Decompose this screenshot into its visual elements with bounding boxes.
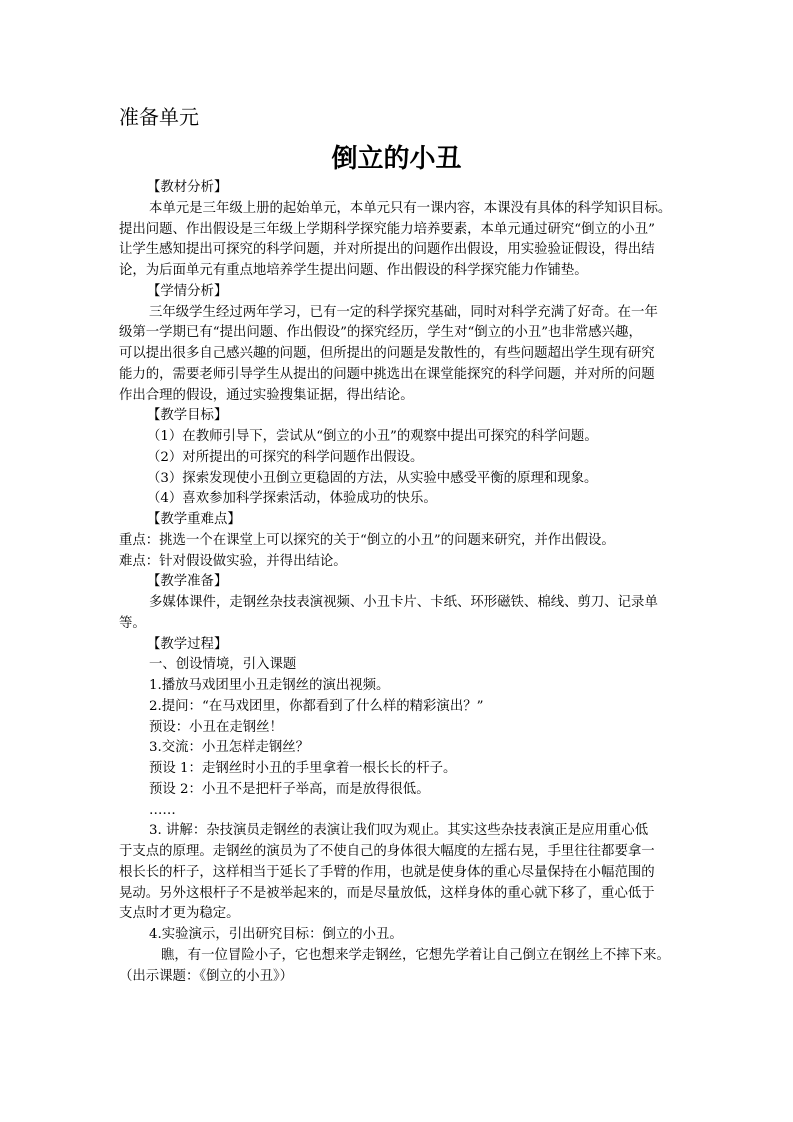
- paragraph-line: （出示课题：《倒立的小丑》）: [119, 968, 294, 984]
- section-heading-student-analysis: 【学情分析】: [147, 283, 228, 299]
- process-step: 2.提问：“在马戏团里，你都看到了什么样的精彩演出？”: [149, 698, 484, 714]
- process-step: 预设 2：小丑不是把杆子举高，而是放得很低。: [149, 781, 430, 797]
- objective-item: （3）探索发现使小丑倒立更稳固的方法，从实验中感受平衡的原理和现象。: [147, 470, 598, 486]
- paragraph-line: 晃动。另外这根杆子不是被举起来的，而是尽量放低，这样身体的重心就下移了，重心低于: [119, 885, 655, 901]
- paragraph-line: 等。: [119, 615, 146, 631]
- paragraph-line: 让学生感知提出可探究的科学问题，并对所提出的问题作出假设，用实验验证假设，得出结: [119, 242, 655, 258]
- paragraph-line: 论，为后面单元有重点地培养学生提出问题、作出假设的科学探究能力作铺垫。: [119, 263, 588, 278]
- key-point-line: 重点：挑选一个在课堂上可以探究的关于“倒立的小丑”的问题来研究，并作出假设。: [119, 532, 615, 548]
- objective-item: （4）喜欢参加科学探索活动，体验成功的快乐。: [147, 491, 437, 507]
- unit-label: 准备单元: [119, 105, 199, 129]
- paragraph-line: 支点时才更为稳定。: [119, 906, 240, 922]
- paragraph-line: 能力的，需要老师引导学生从提出的问题中挑选出在课堂能探究的科学问题，并对所的问题: [119, 366, 655, 382]
- process-step: 1.播放马戏团里小丑走钢丝的演出视频。: [149, 678, 390, 693]
- paragraph-line: 三年级学生经过两年学习，已有一定的科学探究基础，同时对科学充满了好奇。在一年: [149, 304, 658, 320]
- process-step: 预设 1：走钢丝时小丑的手里拿着一根长长的杆子。: [149, 761, 457, 776]
- section-heading-textbook-analysis: 【教材分析】: [147, 180, 228, 195]
- process-step: 预设：小丑在走钢丝！: [149, 719, 283, 735]
- paragraph-line: 提出问题、作出假设是三年级上学期科学探究能力培养要素，本单元通过研究“倒立的小丑”: [119, 221, 655, 237]
- paragraph-line: 于支点的原理。走钢丝的演员为了不使自己的身体很大幅度的左摇右晃，手里往往都要拿一: [119, 844, 655, 859]
- ellipsis-line: ……: [149, 802, 176, 818]
- process-step: 一、创设情境，引入课题: [149, 657, 297, 673]
- section-heading-objectives: 【教学目标】: [147, 408, 228, 424]
- document-body: [119, 178, 676, 987]
- paragraph-line: 级第一学期已有“提出问题、作出假设”的探究经历，学生对“倒立的小丑”也非常感兴趣，: [119, 325, 642, 341]
- paragraph-line: 瞧，有一位冒险小子，它也想来学走钢丝，它想先学着让自己倒立在钢丝上不摔下来。: [161, 947, 670, 963]
- section-heading-key-points: 【教学重难点】: [147, 512, 241, 527]
- section-heading-process: 【教学过程】: [147, 636, 228, 652]
- objective-item: （1）在教师引导下，尝试从“倒立的小丑”的观察中提出可探究的科学问题。: [147, 429, 598, 444]
- section-heading-preparation: 【教学准备】: [147, 574, 228, 590]
- page-title: 倒立的小丑: [331, 144, 462, 174]
- difficulty-line: 难点：针对假设做实验，并得出结论。: [119, 553, 347, 569]
- paragraph-line: 根长长的杆子，这样相当于延长了手臂的作用，也就是使身体的重心尽量保持在小幅范围的: [119, 864, 655, 880]
- paragraph-line: 本单元是三年级上册的起始单元，本单元只有一课内容，本课没有具体的科学知识目标。: [149, 200, 672, 216]
- paragraph-line: 3. 讲解：杂技演员走钢丝的表演让我们叹为观止。其实这些杂技表演正是应用重心低: [149, 823, 649, 839]
- objective-item: （2）对所提出的可探究的科学问题作出假设。: [147, 449, 424, 465]
- process-step: 3.交流：小丑怎样走钢丝？: [149, 740, 310, 756]
- paragraph-line: 可以提出很多自己感兴趣的问题，但所提出的问题是发散性的，有些问题超出学生现有研究: [119, 346, 655, 361]
- paragraph-line: 作出合理的假设，通过实验搜集证据，得出结论。: [119, 387, 414, 403]
- paragraph-line: 多媒体课件，走钢丝杂技表演视频、小丑卡片、卡纸、环形磁铁、棉线、剪刀、记录单: [149, 595, 658, 610]
- process-step: 4.实验演示，引出研究目标：倒立的小丑。: [149, 927, 403, 942]
